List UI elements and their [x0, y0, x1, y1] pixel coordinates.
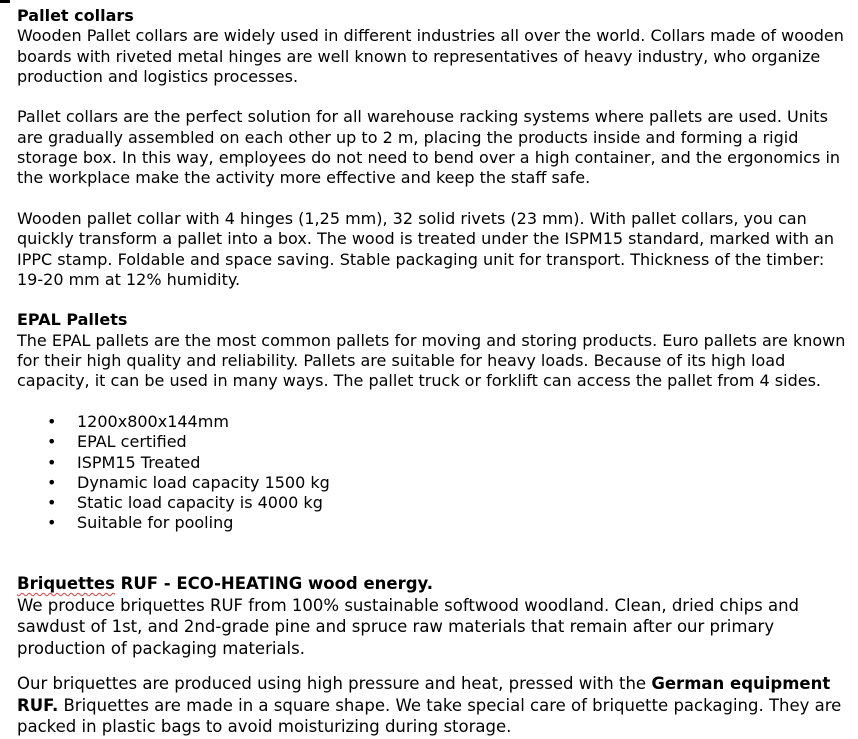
list-item-text: Suitable for pooling [77, 513, 234, 533]
section-gap [17, 290, 853, 310]
bullet-icon: • [47, 493, 57, 513]
epal-paragraph: The EPAL pallets are the most common pallets for moving and storing products. Euro pallets are known for their high quality and reliability. Pallets are suitable for heavy loads. Because of its high load capacity, it can be used in many ways. The pallet truck or forklift can access the pallet from 4 sides. [17, 330, 846, 391]
corner-mark [0, 0, 10, 3]
briquettes-p2-bold: German equipment RUF. [17, 673, 831, 715]
list-item [17, 513, 853, 533]
list-item-text: EPAL certified [77, 432, 187, 452]
paragraph-gap [17, 189, 853, 209]
bullet-icon: • [47, 432, 57, 452]
bullet-icon: • [47, 411, 57, 431]
briquettes-heading-rest: RUF - ECO-HEATING wood energy. [114, 574, 434, 593]
pallet-collars-heading: Pallet collars [17, 6, 134, 25]
bullet-icon: • [47, 452, 57, 472]
briquettes-paragraph-1: We produce briquettes RUF from 100% sustainable softwood woodland. Clean, dried chips and sawdust of 1st, and 2nd-grade pine and spruce raw materials that remain after our primary production of packaging materials. [17, 595, 800, 659]
epal-bullet-list [17, 412, 853, 534]
paragraph-gap [17, 87, 853, 107]
bullet-icon: • [47, 513, 57, 533]
briquettes-heading [17, 573, 847, 595]
list-item [17, 453, 853, 473]
bullet-icon: • [47, 472, 57, 492]
list-item [17, 473, 853, 493]
pallet-collars-section [17, 6, 853, 290]
list-item-text: ISPM15 Treated [77, 452, 201, 472]
paragraph-gap [17, 392, 853, 412]
spellcheck-word[interactable]: Briquettes [17, 574, 115, 593]
list-item [17, 493, 853, 513]
list-item [17, 412, 853, 432]
epal-section [17, 310, 853, 533]
list-item-text: Static load capacity is 4000 kg [77, 493, 323, 513]
briquettes-paragraph-2 [17, 673, 847, 738]
list-item-text: Dynamic load capacity 1500 kg [77, 472, 330, 492]
pallet-collars-paragraph-2: Pallet collars are the perfect solution for all warehouse racking systems where pallets are used. Units are gradually assembled on each other up to 2 m, placing the products inside and forming a rigid storage box. In this way, employees do not need to bend over a high container, and the ergonomics in the workplace make the activity more effective and keep the staff safe. [17, 107, 841, 188]
briquettes-p2-before: Our briquettes are produced using high pressure and heat, pressed with the [17, 673, 652, 693]
document-body [17, 6, 853, 534]
list-item-text: 1200x800x144mm [77, 411, 229, 431]
briquettes-section [17, 573, 847, 738]
epal-heading: EPAL Pallets [17, 310, 128, 330]
pallet-collars-paragraph-3: Wooden pallet collar with 4 hinges (1,25 mm), 32 solid rivets (23 mm). With pallet collars, you can quickly transform a pallet into a box. The wood is treated under the ISPM15 standard, marked with an IPPC stamp. Foldable and space saving. Stable packaging unit for transport. Thickness of the timber: 19-20 mm at 12% humidity. [17, 208, 835, 289]
briquettes-p2-after: Briquettes are made in a square shape. We take special care of briquette packaging. They are packed in plastic bags to avoid moisturizing during storage. [17, 695, 842, 737]
list-item [17, 432, 853, 452]
pallet-collars-paragraph-1: Wooden Pallet collars are widely used in different industries all over the world. Collars made of wooden boards with riveted metal hinges are well known to representatives of heavy industry, who organize production and logistics processes. [17, 26, 844, 86]
